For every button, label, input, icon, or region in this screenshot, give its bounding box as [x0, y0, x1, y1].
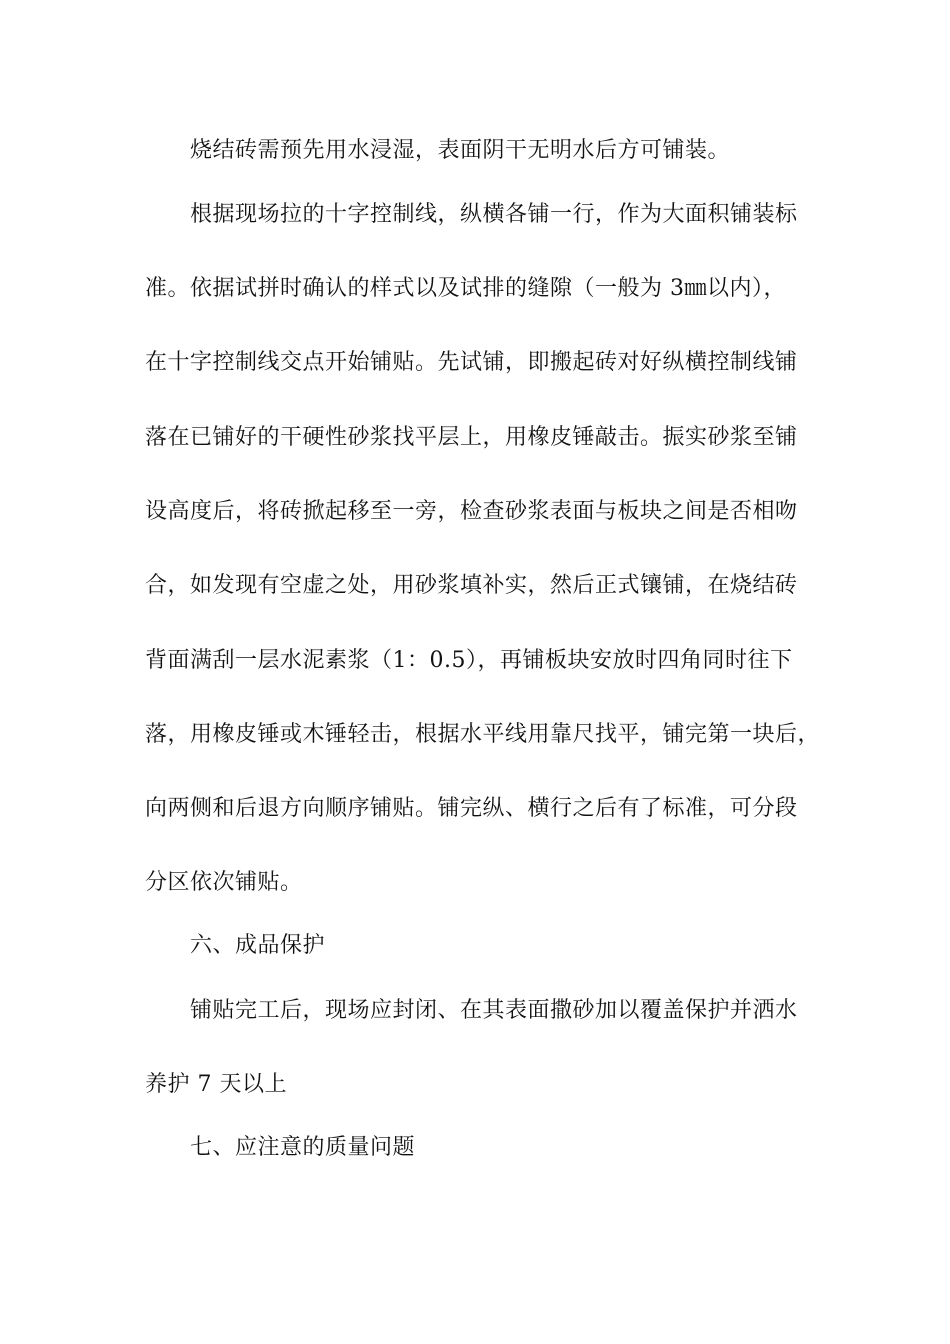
- paragraph-line: 设高度后，将砖掀起移至一旁，检查砂浆表面与板块之间是否相吻: [145, 499, 798, 524]
- paragraph-line: 合，如发现有空虚之处，用砂浆填补实，然后正式镶铺，在烧结砖: [145, 573, 798, 598]
- section-heading: 七、应注意的质量问题: [190, 1135, 416, 1160]
- section-heading: 六、成品保护: [190, 933, 326, 958]
- paragraph-line: 向两侧和后退方向顺序铺贴。铺完纵、横行之后有了标准，可分段: [145, 796, 798, 821]
- paragraph-line: 铺贴完工后，现场应封闭、在其表面撒砂加以覆盖保护并洒水: [190, 998, 798, 1023]
- paragraph-line: 根据现场拉的十字控制线，纵横各铺一行，作为大面积铺装标: [190, 202, 798, 227]
- paragraph-line: 落在已铺好的干硬性砂浆找平层上，用橡皮锤敲击。振实砂浆至铺: [145, 425, 798, 450]
- paragraph-line: 准。依据试拼时确认的样式以及试排的缝隙（一般为 3㎜以内），: [145, 276, 786, 301]
- paragraph-line: 在十字控制线交点开始铺贴。先试铺，即搬起砖对好纵横控制线铺: [145, 350, 798, 375]
- paragraph-line: 落，用橡皮锤或木锤轻击，根据水平线用靠尺找平，铺完第一块后，: [145, 722, 821, 747]
- paragraph-line: 养护 7 天以上: [145, 1072, 287, 1097]
- paragraph-line: 分区依次铺贴。: [145, 870, 303, 895]
- paragraph-line: 背面满刮一层水泥素浆（1：0.5），再铺板块安放时四角同时往下: [145, 648, 793, 673]
- paragraph-line: 烧结砖需预先用水浸湿，表面阴干无明水后方可铺装。: [190, 138, 731, 163]
